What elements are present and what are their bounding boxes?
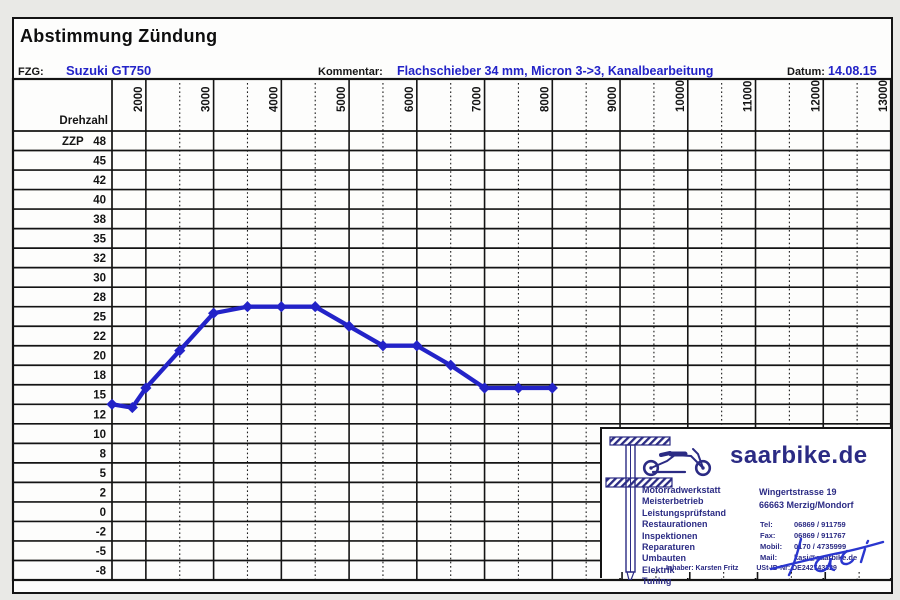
fzg-label: FZG: <box>18 66 44 78</box>
service-item: Restaurationen <box>642 519 708 530</box>
svg-text:-2: -2 <box>95 526 106 539</box>
address-line: 66663 Merzig/Mondorf <box>759 500 854 510</box>
svg-text:3000: 3000 <box>200 86 213 112</box>
contact-row: Tel: 06869 / 911759 <box>760 520 846 529</box>
fzg-value: Suzuki GT750 <box>66 63 152 78</box>
svg-text:-5: -5 <box>95 545 106 558</box>
contact-row: Mobil: 0170 / 4735999 <box>760 542 847 551</box>
address-line: Wingertstrasse 19 <box>759 487 837 497</box>
svg-text:42: 42 <box>93 175 106 188</box>
svg-text:8000: 8000 <box>539 86 552 112</box>
svg-text:2: 2 <box>99 487 106 500</box>
svg-text:35: 35 <box>93 233 106 246</box>
svg-text:18: 18 <box>93 370 106 383</box>
kommentar-label: Kommentar: <box>318 66 383 78</box>
svg-text:28: 28 <box>93 292 106 305</box>
svg-text:2000: 2000 <box>132 86 145 112</box>
service-item: Tuning <box>642 576 672 587</box>
owner-text: Inhaber: Karsten Fritz <box>666 565 739 572</box>
svg-text:45: 45 <box>93 155 106 168</box>
svg-text:25: 25 <box>93 311 106 324</box>
svg-text:5: 5 <box>99 467 106 480</box>
svg-text:20: 20 <box>93 350 106 363</box>
saarbike-logo-box <box>600 427 891 587</box>
kommentar-value: Flachschieber 34 mm, Micron 3->3, Kanalbearbeitung <box>397 64 714 78</box>
service-item: Motorradwerkstatt <box>642 485 721 495</box>
svg-text:7000: 7000 <box>471 86 484 112</box>
svg-text:15: 15 <box>93 389 106 402</box>
service-item: Leistungsprüfstand <box>642 507 727 518</box>
svg-text:Drehzahl: Drehzahl <box>59 115 108 127</box>
datum-value: 14.08.15 <box>828 64 877 78</box>
svg-text:12: 12 <box>93 409 106 422</box>
svg-text:12000: 12000 <box>810 80 823 112</box>
brand-name: saarbike.de <box>730 442 868 469</box>
svg-text:8: 8 <box>99 448 106 461</box>
service-item: Umbauten <box>642 553 687 564</box>
service-item: Elektrik <box>642 564 675 575</box>
svg-text:10: 10 <box>93 428 106 441</box>
svg-text:48: 48 <box>93 135 106 148</box>
svg-text:4000: 4000 <box>268 86 281 112</box>
svg-text:38: 38 <box>93 214 106 227</box>
svg-text:6000: 6000 <box>403 86 416 112</box>
address <box>759 486 854 512</box>
page-title: Abstimmung Zündung <box>20 26 218 46</box>
service-item: Reparaturen <box>642 542 696 553</box>
contact-row: Fax: 06869 / 911767 <box>760 531 846 540</box>
svg-text:32: 32 <box>93 253 106 266</box>
svg-text:40: 40 <box>93 194 106 207</box>
motorcycle-icon <box>640 445 718 477</box>
svg-text:11000: 11000 <box>742 80 755 112</box>
svg-text:ZZP: ZZP <box>62 135 84 148</box>
svg-text:5000: 5000 <box>336 86 349 112</box>
datum-label: Datum: <box>787 66 825 78</box>
svg-text:-8: -8 <box>95 565 106 578</box>
service-item: Inspektionen <box>642 530 698 541</box>
grid-tick-stubs <box>602 570 893 580</box>
svg-text:22: 22 <box>93 331 106 344</box>
svg-text:0: 0 <box>99 506 106 519</box>
svg-text:10000: 10000 <box>674 80 687 112</box>
svg-text:13000: 13000 <box>878 80 890 112</box>
contact-row: Mail: kasi@saarbike.de <box>760 553 858 562</box>
service-item: Meisterbetrieb <box>642 496 704 507</box>
vat-text: USt-ID-Nr: DE242743329 <box>756 565 837 572</box>
svg-text:30: 30 <box>93 272 106 285</box>
svg-text:9000: 9000 <box>607 86 620 112</box>
